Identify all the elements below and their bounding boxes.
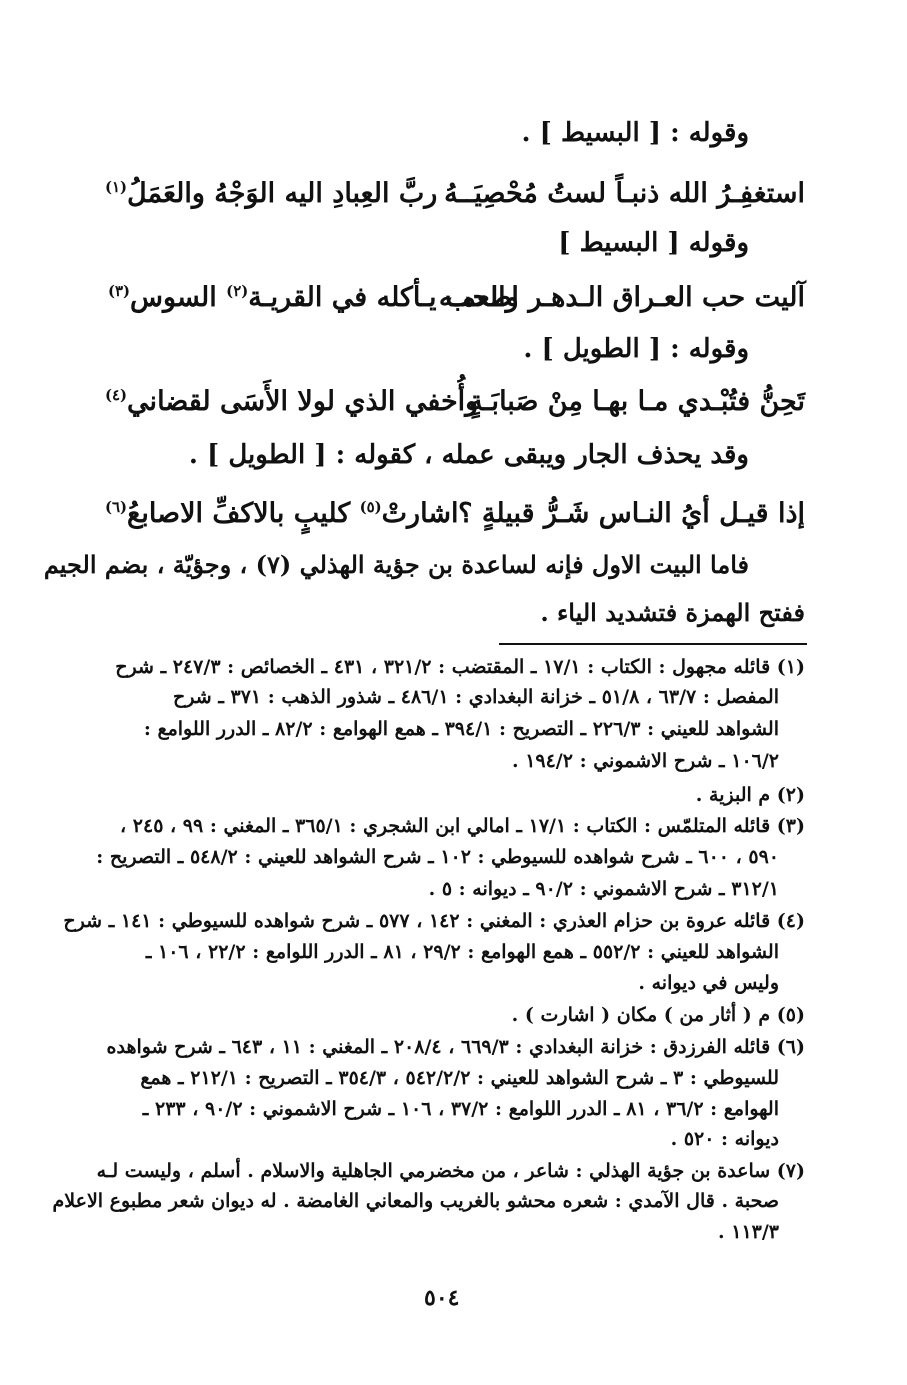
footnote-ref-5[interactable]: (٥): [359, 498, 382, 516]
body-paragraph-line-2: ففتح الهمزة فتشديد الياء .: [540, 598, 805, 627]
footnote-line: الشواهد للعيني : ٢٢٦/٣ ـ التصريح : ٣٩٤/١ ـ همع الهوامع : ٨٢/٢ ـ الدرر اللوامع :: [143, 718, 779, 740]
footnote-line: ١٠٦/٢ ـ شرح الاشموني : ١٩٤/٢ .: [511, 750, 779, 772]
footnote-ref-1[interactable]: (١): [105, 178, 128, 196]
footnote-line: (١) قائله مجهول : الكتاب : ١٧/١ ـ المقتضب : ٣٢١/٢ ، ٤٣١ ـ الخصائص : ٢٤٧/٣ ـ شرح: [115, 656, 805, 678]
verse-4-right-hemistich: إذا قيـل أيُ النـاس شَـرُّ قبيلةٍ ؟: [458, 498, 805, 529]
footnote-line: ٥٩٠ ، ٦٠٠ ـ شرح شواهده للسيوطي : ١٠٢ ـ شرح الشواهد للعيني : ٥٤٨/٢ ـ التصريح :: [96, 846, 779, 868]
footnote-line: المفصل : ٦٣/٧ ، ٥١/٨ ـ خزانة البغدادي : ٤٨٦/١ ـ شذور الذهب : ٣٧١ ـ شرح: [173, 686, 779, 708]
footnote-line: (٦) قائله الفرزدق : خزانة البغدادي : ٦٦٩/٣ ، ٢٠٨/٤ ـ المغني : ١١ ، ٦٤٣ ـ شرح شواهده: [106, 1036, 805, 1058]
verse-intro-3: وقوله : [ الطويل ] .: [523, 334, 749, 364]
footnote-line: (٧) ساعدة بن جؤية الهذلي : شاعر ، من مخضرمي الجاهلية والاسلام . أسلم ، وليست لـه: [96, 1160, 805, 1182]
footnote-line: الشواهد للعيني : ٥٥٢/٢ ـ همع الهوامع : ٢٩/٢ ، ٨١ ـ الدرر اللوامع : ٢٢/٢ ، ١٠٦ ـ: [145, 941, 779, 963]
page-number: ٥٠٤: [424, 1285, 460, 1311]
verse-3-right-hemistich: تَحِنُّ فتُبْـدي مـا بهـا مِنْ صَبابَـةٍ: [469, 386, 805, 417]
verse-intro-1: وقوله : [ البسيط ] .: [521, 118, 749, 148]
verse-1-left-hemistich: ربَّ العِبادِ اليه الوَجْهُ والعَمَلُ$^{(١)}$: [105, 178, 438, 209]
footnote-separator: [499, 643, 807, 645]
footnote-line: وليس في ديوانه .: [638, 972, 779, 994]
footnote-ref-2[interactable]: (٢): [226, 282, 249, 300]
verse-intro-4: وقد يحذف الجار ويبقى عمله ، كقوله : [ الطويل ] .: [188, 440, 749, 470]
verse-1-right-hemistich: استغفِـرُ الله ذنبـاً لستُ مُحْصِيَــهُ: [444, 178, 805, 209]
verse-2-right-hemistich: آليت حب العـراق الـدهـر اطعمـه: [438, 282, 805, 313]
footnote-line: الهوامع : ٣٦/٢ ، ٨١ ـ الدرر اللوامع : ٣٧/٢ ، ١٠٦ ـ شرح الاشموني : ٩٠/٢ ، ٢٣٣ ـ: [142, 1098, 779, 1120]
footnote-line: ٣١٢/١ ـ شرح الاشموني : ٩٠/٢ ـ ديوانه : ٥ .: [428, 878, 779, 900]
footnote-line: ١١٣/٣ .: [718, 1221, 779, 1243]
verse-4-left-hemistich: اشارتْ$^{(٥)}$ كليبٍ بالاكفِّ الاصابعُ$^{(٦)}$: [105, 498, 459, 529]
footnote-ref-6[interactable]: (٦): [105, 498, 128, 516]
footnote-ref-4[interactable]: (٤): [105, 386, 128, 404]
footnote-line: (٣) قائله المتلمّس : الكتاب : ١٧/١ ـ امالي ابن الشجري : ٣٦٥/١ ـ المغني : ٩٩ ، ٢٤٥ ،: [120, 815, 805, 837]
footnote-line: صحبة . قال الآمدي : شعره محشو بالغريب والمعاني الغامضة . له ديوان شعر مطبوع الاعلام: [52, 1190, 779, 1212]
footnote-line: ديوانه : ٥٢٠ .: [670, 1128, 779, 1150]
verse-2-left-hemistich: والحب يـأكله في القريـة$^{(٢)}$ السوس$^{(٣)}$: [108, 282, 519, 313]
verse-intro-2: وقوله [ البسيط ]: [558, 228, 749, 258]
footnote-line: (٤) قائله عروة بن حزام العذري : المغني : ١٤٢ ، ٥٧٧ ـ شرح شواهده للسيوطي : ١٤١ ـ شرح: [63, 910, 805, 932]
footnote-line: (٢) م البزية .: [695, 784, 805, 806]
verse-3-left-hemistich: وأُخفي الذي لولا الأَسَى لقضاني$^{(٤)}$: [105, 386, 479, 417]
footnote-ref-3[interactable]: (٣): [108, 282, 131, 300]
footnote-line: (٥) م ( أثار من ) مكان ( اشارت ) .: [511, 1004, 805, 1026]
footnote-line: للسيوطي : ٣ ـ شرح الشواهد للعيني : ٥٤٢/٢/٢ ، ٣٥٤/٣ ـ التصريح : ٢١٢/١ ـ همع: [140, 1067, 779, 1089]
body-paragraph-line-1: فاما البيت الاول فإنه لساعدة بن جؤية الهذلي (٧) ، وجؤيّة ، بضم الجيم: [43, 550, 749, 579]
